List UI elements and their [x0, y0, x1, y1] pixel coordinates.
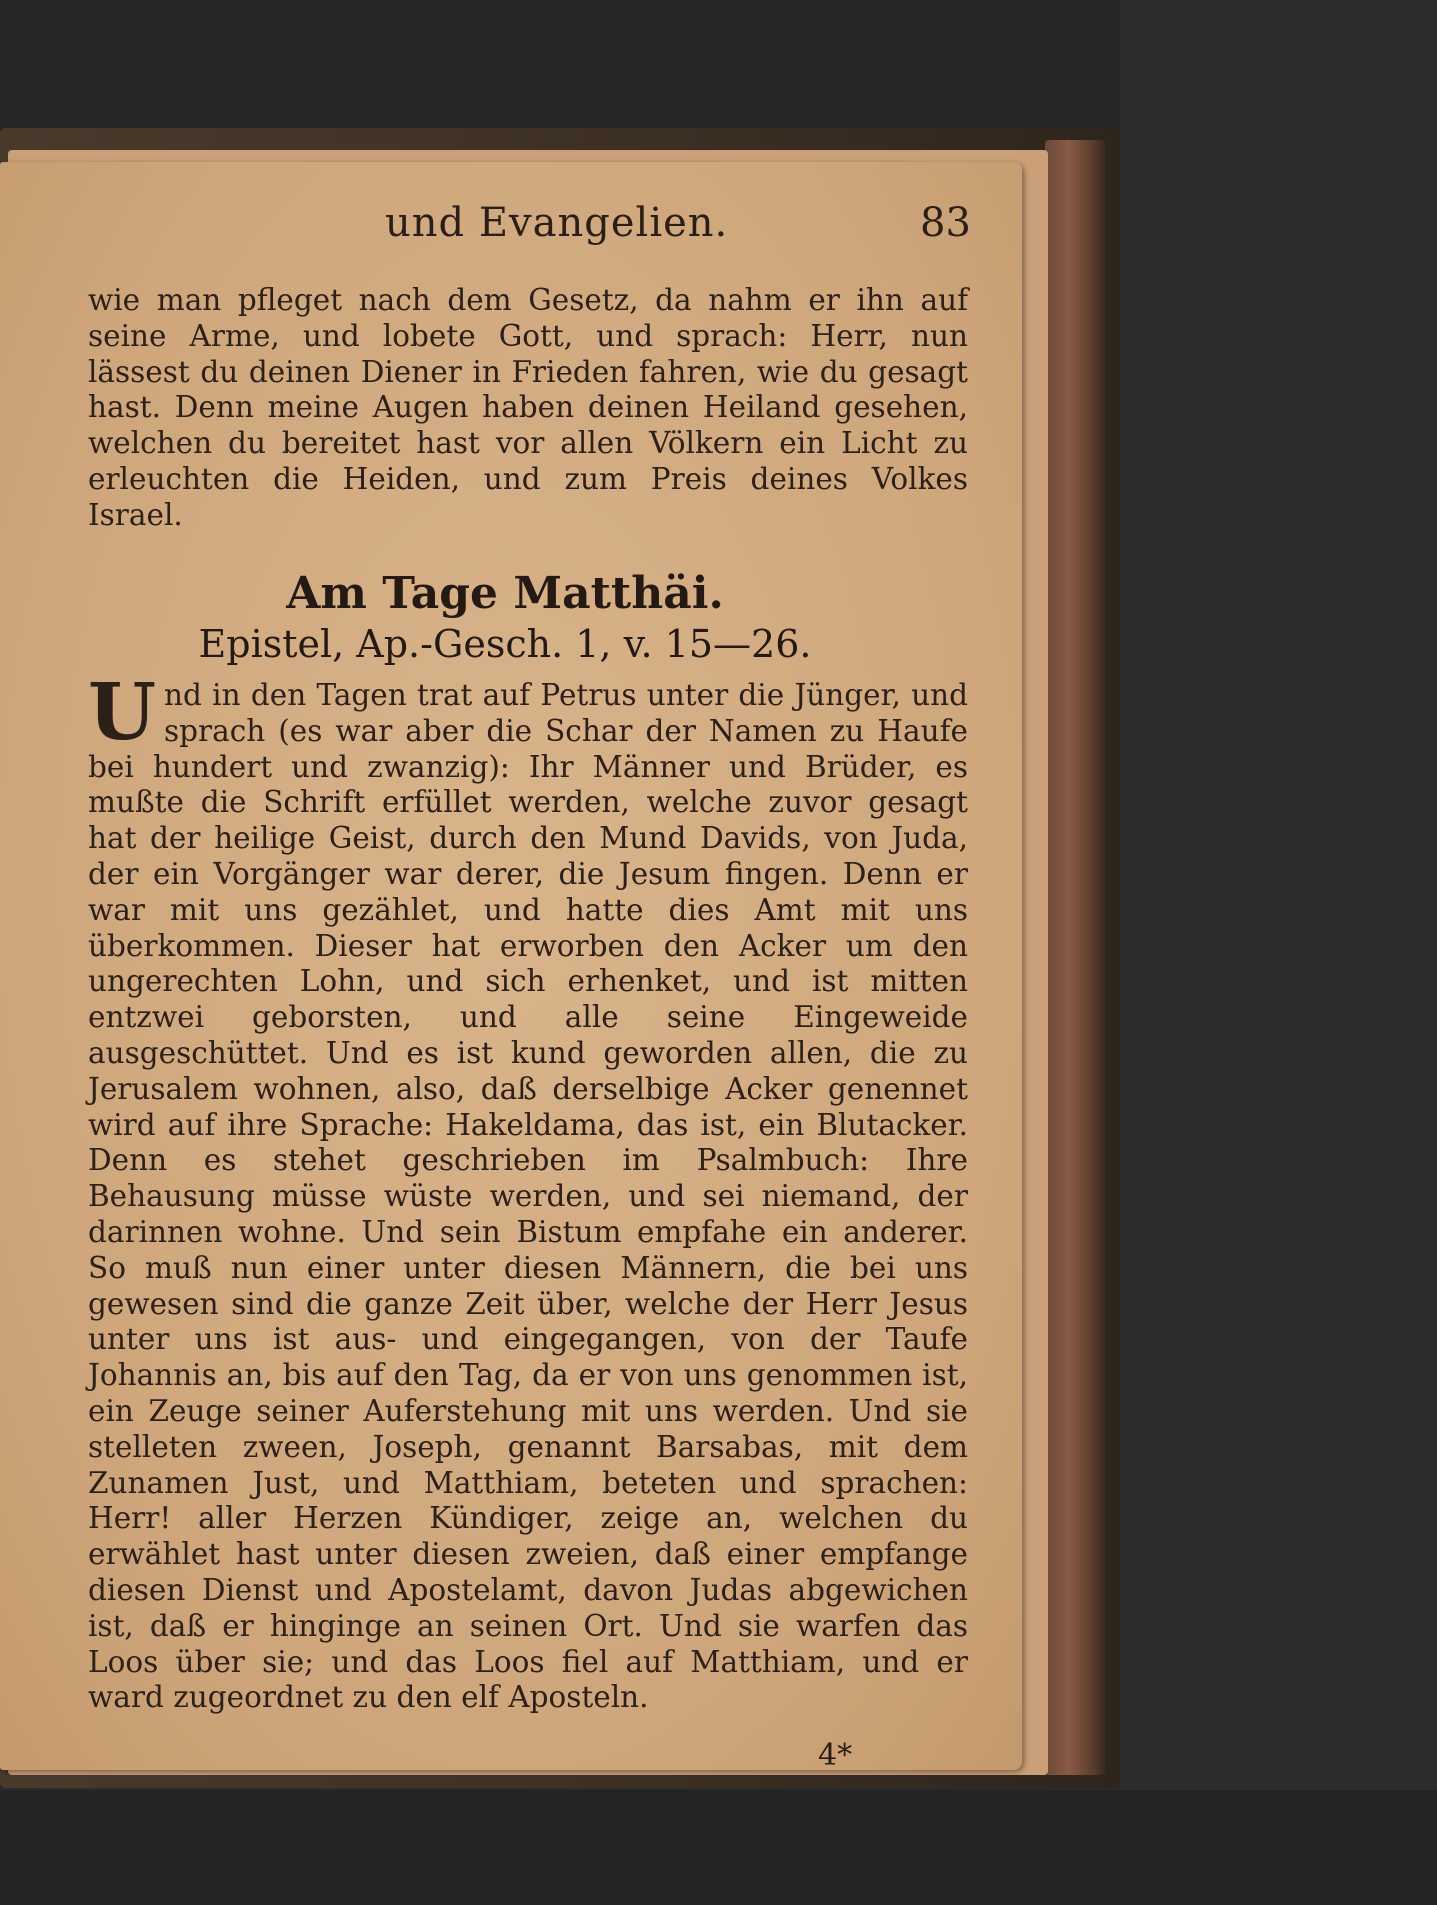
section-title: Am Tage Matthäi. — [286, 568, 724, 619]
background-bottom — [0, 1790, 1437, 1905]
running-head: und Evangelien. — [385, 200, 729, 246]
epistle-paragraph — [88, 667, 968, 1716]
page-number: 83 — [920, 200, 971, 246]
signature-mark: 4* — [818, 1738, 853, 1773]
book-spine-edge — [1045, 140, 1105, 1775]
page-header — [0, 200, 1010, 250]
epistle-text: nd in den Tagen trat auf Petrus unter die Jünger, und sprach (es war aber die Schar der Namen zu Haufe bei hundert und zwanzig): Ihr Männer und Brüder, es mußte die Schrift erfüllet werden, welche zuvor gesagt hat der heilige Geist, durch den Mund Davids, von Juda, der ein Vorgänger war derer, die Jesum fingen. Denn er war mit uns gezählet, und hatte dies Amt mit uns überkommen. Dieser hat erworben den Acker um den ungerechten Lohn, und sich erhenket, und ist mitten entzwei geborsten, und alle seine Eingeweide ausgeschüttet. Und es ist kund geworden allen, die zu Jerusalem wohnen, also, daß derselbige Acker genennet wird auf ihre Sprache: Hakeldama, das ist, ein Blutacker. Denn es stehet geschrieben im Psalmbuch: Ihre Behausung müsse wüste werden, und sei niemand, der darinnen wohne. Und sein Bistum empfahe ein anderer. So muß nun einer unter diesen Männern, die bei uns gewesen sind die ganze Zeit über, welche der Herr Jesus unter uns ist aus- und eingegangen, von der Taufe Johannis an, bis auf den Tag, da er von uns genommen ist, ein Zeuge seiner Auferstehung mit uns werden. Und sie stelleten zween, Joseph, genannt Barsabas, mit dem Zunamen Just, und Matthiam, beteten und sprachen: Herr! aller Herzen Kündiger, zeige an, welchen du erwählet hast unter diesen zweien, daß einer empfange diesen Dienst und Apostelamt, davon Judas abgewichen ist, daß er hinginge an seinen Ort. Und sie warfen das Loos über sie; und das Loos fiel auf Matthiam, und er ward zugeordnet zu den elf Aposteln. — [88, 678, 968, 1715]
continuation-paragraph: wie man pfleget nach dem Gesetz, da nahm er ihn auf seine Arme, und lobete Gott, und sprach: Herr, nun lässest du deinen Diener in Frieden fahren, wie du gesagt hast. Denn meine Augen haben deinen Heiland gesehen, welchen du bereitet hast vor allen Völkern ein Licht zu erleuchten die Heiden, und zum Preis deines Volkes Israel. — [88, 283, 968, 532]
section-subtitle: Epistel, Ap.-Gesch. 1, v. 15—26. — [198, 622, 812, 666]
background-right — [1120, 0, 1437, 1905]
drop-cap: U — [88, 667, 157, 758]
